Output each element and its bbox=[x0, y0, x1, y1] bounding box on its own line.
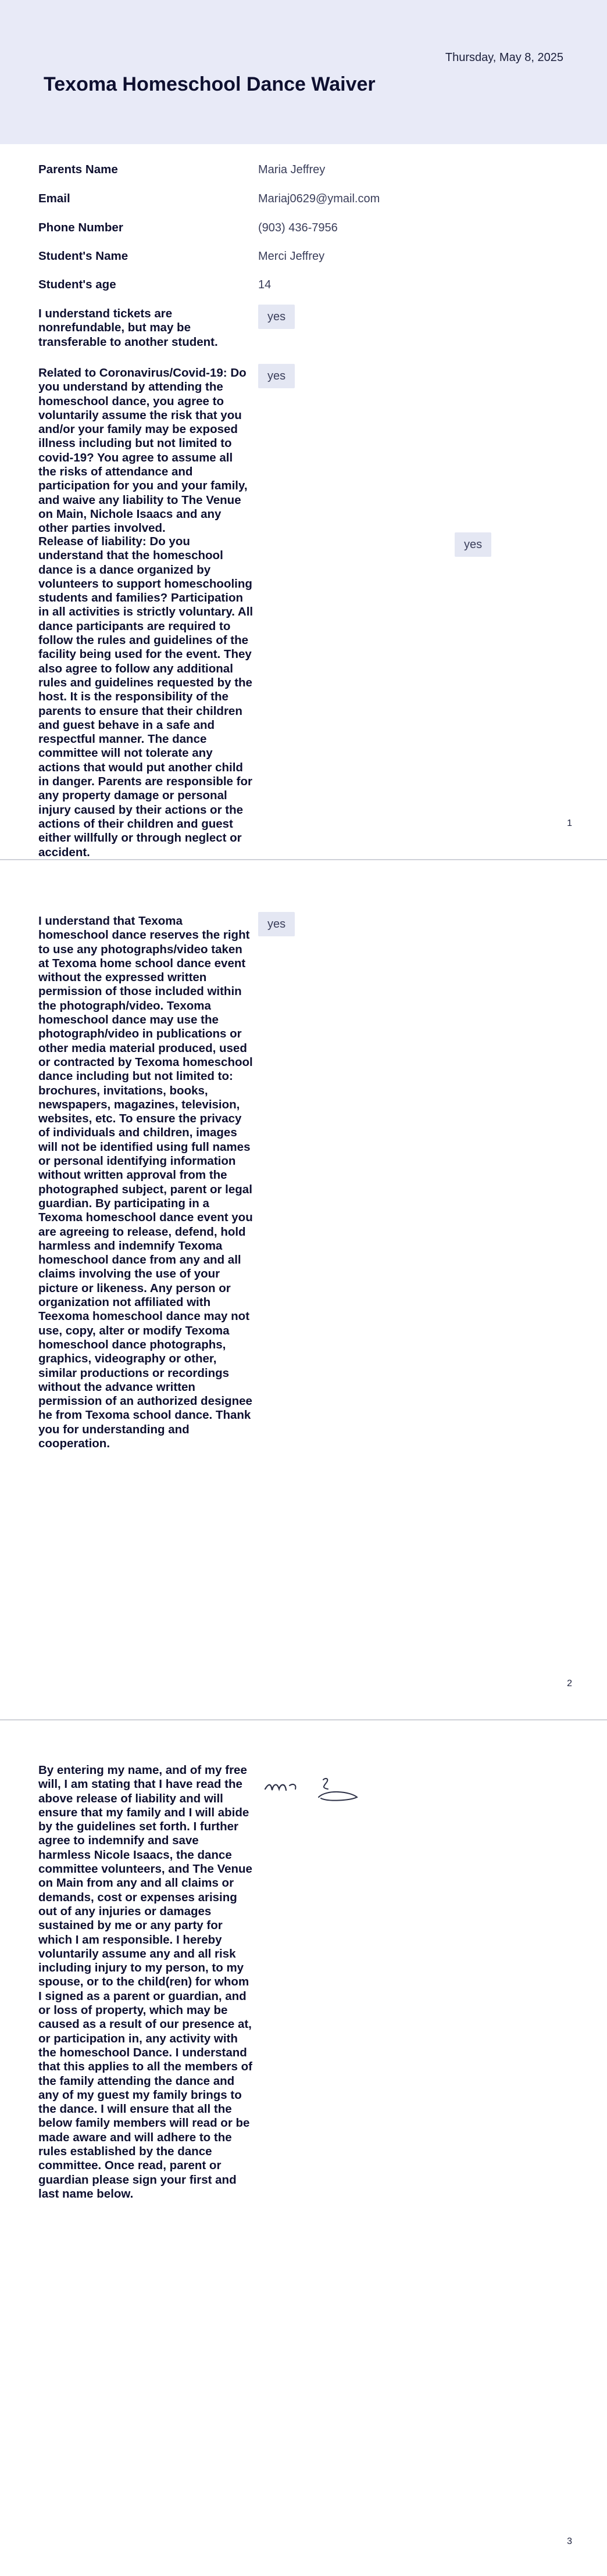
question-label: Related to Coronavirus/Covid-19: Do you understand by attending the homeschool dance, you agree to voluntarily assume the risk that you and/or your family may be exposed illness including but not limited to covid-19? You agree to assume all the risks of attendance and participation for you and your family, and waive any liability to The Venue on Main, Nichole Isaacs and any other parties involved. bbox=[38, 366, 248, 535]
question-label: I understand that Texoma homeschool dance reserves the right to use any photographs/video taken at Texoma home school dance event without the expressed written permission of those included within the photograph/video. Texoma homeschool dance may use the photograph/video in publications or other media material produced, used or contracted by Texoma homeschool dance including but not limited to: brochures, invitations, books, newspapers, magazines, television, websites, etc. To ensure the privacy of individuals and children, images will not be identified using full names or personal identifying information without written approval from the photographed subject, parent or legal guardian. By participating in a Texoma homeschool dance event you are agreeing to release, defend, hold harmless and indemnify Texoma homeschool dance from any and all claims involving the use of your picture or likeness. Any person or organization not affiliated with Teexoma homeschool dance may not use, copy, alter or modify Texoma homeschool dance photographs, graphics, videography or other, similar productions or recordings without the advance written permission of an authorized designee he from Texoma school dance. Thank you for understanding and cooperation. bbox=[38, 914, 253, 1450]
answer-chip: yes bbox=[258, 364, 295, 388]
answer-chip: yes bbox=[258, 912, 295, 936]
field-label: Phone Number bbox=[38, 221, 123, 234]
form-title: Texoma Homeschool Dance Waiver bbox=[44, 73, 376, 95]
field-value: Merci Jeffrey bbox=[258, 250, 325, 263]
signature-image bbox=[263, 1772, 362, 1812]
field-label: Parents Name bbox=[38, 163, 118, 176]
page-number: 3 bbox=[567, 2536, 572, 2546]
field-value: Maria Jeffrey bbox=[258, 163, 326, 176]
answer-chip: yes bbox=[258, 305, 295, 329]
field-value: (903) 436-7956 bbox=[258, 221, 338, 234]
page-divider bbox=[0, 1719, 607, 1720]
page-header bbox=[0, 0, 607, 144]
field-value: Mariaj0629@ymail.com bbox=[258, 192, 380, 205]
question-label: Release of liability: Do you understand that the homeschool dance is a dance organized by volunteers to support homeschooling students and families? Participation in all activities is strictly voluntary. All dance participants are required to follow the rules and guidelines of the facility being used for the event. They also agree to follow any additional rules and guidelines requested by the host. It is the responsibility of the parents to ensure that their children and guest behave in a safe and respectful manner. The dance committee will not tolerate any actions that would put another child in danger. Parents are responsible for any property damage or personal injury caused by their actions or the actions of their children and guest either willfully or through neglect or accident. bbox=[38, 535, 253, 859]
question-label: I understand tickets are nonrefundable, but may be transferable to another student. bbox=[38, 307, 218, 349]
field-label: Student's Name bbox=[38, 249, 128, 263]
page-divider bbox=[0, 859, 607, 860]
page-number: 1 bbox=[567, 818, 572, 828]
answer-chip: yes bbox=[455, 532, 491, 557]
question-label: By entering my name, and of my free will, I am stating that I have read the above release of liability and will ensure that my family and I will abide by the guidelines set forth. I further agree to indemnify and save harmless Nicole Isaacs, the dance committee volunteers, and The Venue on Main from any and all claims or demands, cost or expenses arising out of any injuries or damages sustained by me or any party for which I am responsible. I hereby voluntarily assume any and all risk including injury to my person, to my spouse, or to the child(ren) for whom I signed as a parent or guardian, and or loss of property, which may be caused as a result of our presence at, or participation in, any activity with the homeschool Dance. I understand that this applies to all the members of the family attending the dance and any of my guest my family brings to the dance. I will ensure that all the below family members will read or be made aware and will adhere to the rules established by the dance committee. Once read, parent or guardian please sign your first and last name below. bbox=[38, 1763, 252, 2201]
field-value: 14 bbox=[258, 278, 272, 291]
page-number: 2 bbox=[567, 1679, 572, 1688]
field-label: Student's age bbox=[38, 278, 116, 291]
submission-date: Thursday, May 8, 2025 bbox=[445, 51, 563, 64]
field-label: Email bbox=[38, 192, 70, 205]
